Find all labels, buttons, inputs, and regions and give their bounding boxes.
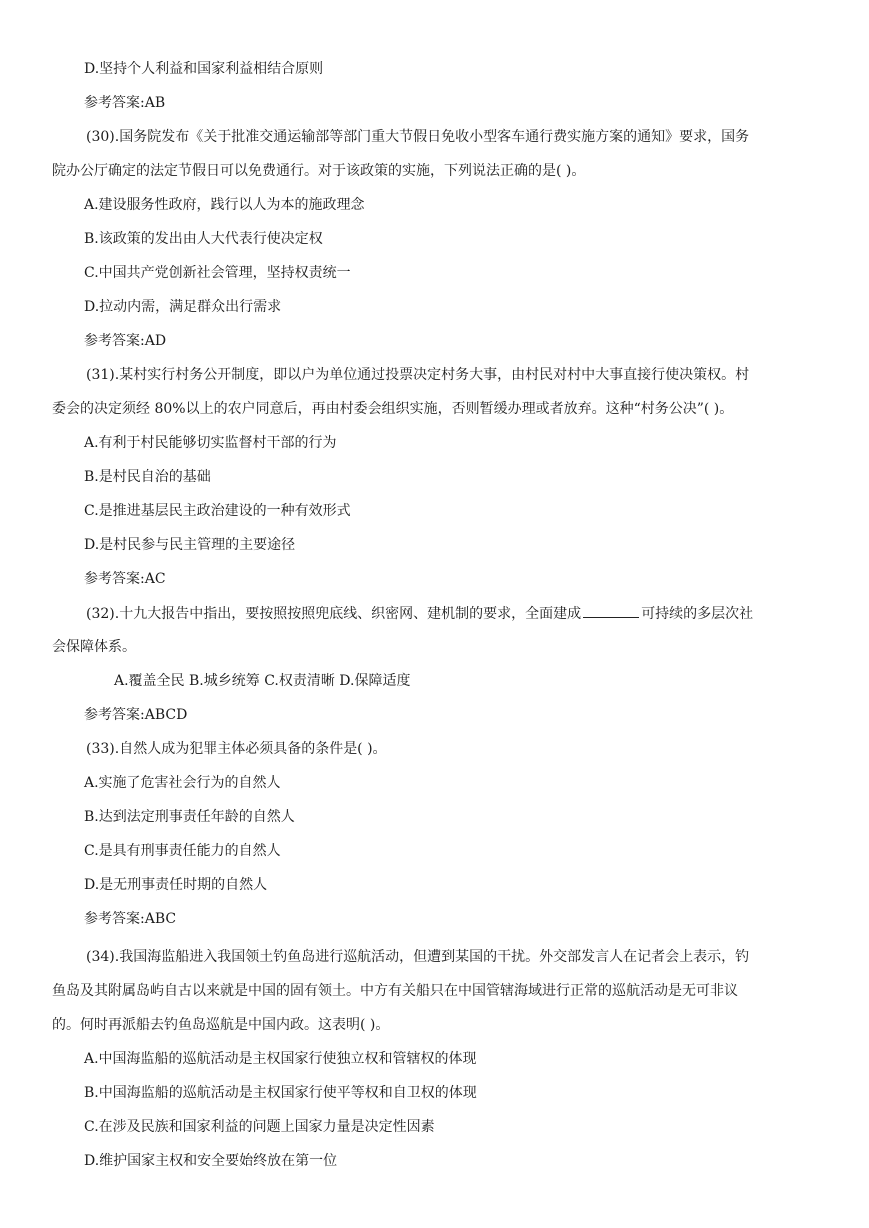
q31-answer: 参考答案:AC xyxy=(84,571,166,587)
q34-option-b: B.中国海监船的巡航活动是主权国家行使平等权和自卫权的体现 xyxy=(84,1085,477,1101)
q29-answer: 参考答案:AB xyxy=(84,95,166,111)
q33-option-c: C.是具有刑事责任能力的自然人 xyxy=(84,843,281,859)
q31-stem-line1: (31).某村实行村务公开制度，即以户为单位通过投票决定村务大事，由村民对村中大事直接行使决策权。村 xyxy=(86,367,750,383)
q30-option-b: B.该政策的发出由人大代表行使决定权 xyxy=(84,231,323,247)
q31-option-c: C.是推进基层民主政治建设的一种有效形式 xyxy=(84,503,351,519)
q32-answer: 参考答案:ABCD xyxy=(84,707,188,723)
q30-stem-line2: 院办公厅确定的法定节假日可以免费通行。对于该政策的实施，下列说法正确的是( )。 xyxy=(52,163,586,179)
q30-option-d: D.拉动内需，满足群众出行需求 xyxy=(84,299,282,315)
q31-option-d: D.是村民参与民主管理的主要途径 xyxy=(84,537,296,553)
q34-stem-line3: 的。何时再派船去钓鱼岛巡航是中国内政。这表明( )。 xyxy=(52,1017,390,1033)
q31-option-b: B.是村民自治的基础 xyxy=(84,469,211,485)
q33-stem: (33).自然人成为犯罪主体必须具备的条件是( )。 xyxy=(86,741,387,757)
q33-option-d: D.是无刑事责任时期的自然人 xyxy=(84,877,268,893)
q34-option-c: C.在涉及民族和国家利益的问题上国家力量是决定性因素 xyxy=(84,1119,435,1135)
q30-option-c: C.中国共产党创新社会管理，坚持权责统一 xyxy=(84,265,351,281)
q30-stem-line1: (30).国务院发布《关于批准交通运输部等部门重大节假日免收小型客车通行费实施方案的通知》要求，国务 xyxy=(86,129,750,145)
q34-option-a: A.中国海监船的巡航活动是主权国家行使独立权和管辖权的体现 xyxy=(84,1051,477,1067)
q33-option-b: B.达到法定刑事责任年龄的自然人 xyxy=(84,809,295,825)
q33-answer: 参考答案:ABC xyxy=(84,911,177,927)
q33-option-a: A.实施了危害社会行为的自然人 xyxy=(84,775,281,791)
q30-answer: 参考答案:AD xyxy=(84,333,167,349)
q32-stem-part1: (32).十九大报告中指出，要按照按照兜底线、织密网、建机制的要求，全面建成 xyxy=(86,606,582,622)
q32-stem-part2: 可持续的多层次社 xyxy=(641,606,754,622)
q32-stem-line1 xyxy=(86,603,753,623)
q32-fill-blank xyxy=(583,603,639,618)
q31-stem-line2: 委会的决定须经 80%以上的农户同意后，再由村委会组织实施，否则暂缓办理或者放弃。这种“村务公决”( )。 xyxy=(52,401,734,417)
q31-option-a: A.有利于村民能够切实监督村干部的行为 xyxy=(84,435,337,451)
q30-option-a: A.建设服务性政府，践行以人为本的施政理念 xyxy=(84,197,365,213)
q32-stem-line2: 会保障体系。 xyxy=(52,639,136,655)
q34-option-d: D.维护国家主权和安全要始终放在第一位 xyxy=(84,1153,338,1169)
q34-stem-line1: (34).我国海监船进入我国领土钓鱼岛进行巡航活动，但遭到某国的干扰。外交部发言人在记者会上表示，钓 xyxy=(86,949,750,965)
q32-options: A.覆盖全民 B.城乡统筹 C.权责清晰 D.保障适度 xyxy=(114,673,411,689)
q34-stem-line2: 鱼岛及其附属岛屿自古以来就是中国的固有领土。中方有关船只在中国管辖海域进行正常的巡航活动是无可非议 xyxy=(52,983,738,999)
q29-option-d: D.坚持个人利益和国家利益相结合原则 xyxy=(84,61,324,77)
